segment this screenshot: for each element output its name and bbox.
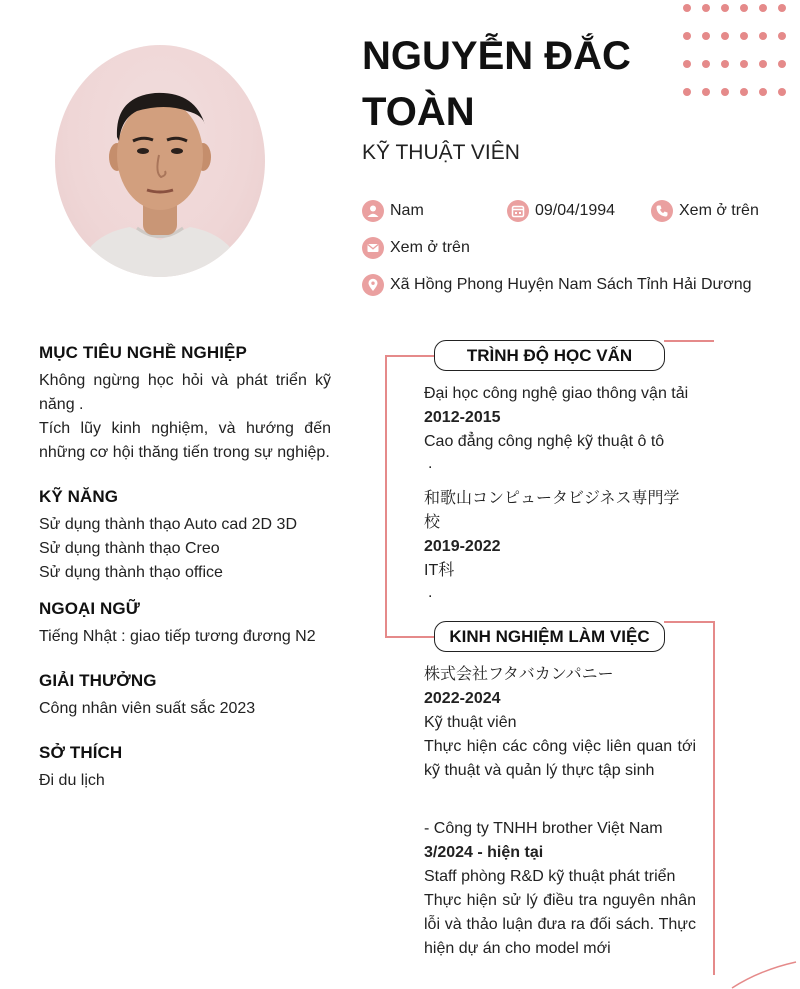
skills-heading: KỸ NĂNG <box>39 487 119 506</box>
objective-section <box>39 343 331 465</box>
hobbies-heading: SỞ THÍCH <box>39 743 123 762</box>
languages-heading: NGOẠI NGỮ <box>39 599 140 618</box>
decorative-dot <box>740 4 748 12</box>
experience-position: Kỹ thuật viên <box>424 714 517 731</box>
map-pin-icon <box>362 274 384 296</box>
calendar-icon <box>507 200 529 222</box>
decorative-curve <box>730 958 800 989</box>
awards-section <box>39 671 331 721</box>
hobbies-text: Đi du lịch <box>39 772 105 789</box>
contact-birthday <box>507 200 615 222</box>
phone-value: Xem ở trên <box>679 202 759 219</box>
gender-value: Nam <box>390 202 424 219</box>
decorative-dot <box>683 88 691 96</box>
experience-entry <box>424 817 696 961</box>
education-years: 2019-2022 <box>424 538 501 555</box>
decorative-dot <box>778 4 786 12</box>
awards-heading: GIẢI THƯỞNG <box>39 671 157 690</box>
contact-gender <box>362 200 424 222</box>
hobbies-section <box>39 743 331 793</box>
contact-address <box>362 274 752 296</box>
decorative-dot <box>759 4 767 12</box>
decorative-dot <box>759 32 767 40</box>
address-value: Xã Hồng Phong Huyện Nam Sách Tỉnh Hải Dương <box>390 276 752 293</box>
skills-section <box>39 487 331 585</box>
experience-heading: KINH NGHIỆM LÀM VIỆC <box>434 621 665 652</box>
experience-entry <box>424 663 696 783</box>
experience-period: 2022-2024 <box>424 690 501 707</box>
education-years: 2012-2015 <box>424 409 501 426</box>
decorative-dot <box>683 60 691 68</box>
experience-period: 3/2024 - hiện tại <box>424 844 544 861</box>
education-note: . <box>428 455 433 472</box>
user-icon <box>362 200 384 222</box>
phone-icon <box>651 200 673 222</box>
contact-email <box>362 237 470 259</box>
education-heading: TRÌNH ĐỘ HỌC VẤN <box>434 340 665 371</box>
decorative-dot <box>702 88 710 96</box>
decorative-dot <box>721 32 729 40</box>
objective-line-2: Tích lũy kinh nghiệm, và hướng đến những cơ hội thăng tiến trong sự nghiệp. <box>39 420 331 461</box>
education-note: . <box>428 584 433 601</box>
decorative-dot <box>778 88 786 96</box>
education-entry <box>424 382 696 474</box>
decorative-dot <box>721 60 729 68</box>
objective-heading: MỤC TIÊU NGHỀ NGHIỆP <box>39 343 247 362</box>
skill-item: Sử dụng thành thạo Auto cad 2D 3D <box>39 516 298 533</box>
decorative-dot <box>778 32 786 40</box>
experience-company: - Công ty TNHH brother Việt Nam <box>424 820 663 837</box>
education-major: IT科 <box>424 562 455 579</box>
decorative-dot-grid <box>679 0 800 100</box>
job-title: KỸ THUẬT VIÊN <box>362 141 520 164</box>
decorative-dot <box>740 60 748 68</box>
experience-description: Thực hiện các công việc liên quan tới kỹ thuật và quản lý thực tập sinh <box>424 738 696 779</box>
profile-photo <box>55 45 265 277</box>
objective-line-1: Không ngừng học hỏi và phát triển kỹ năng . <box>39 372 331 413</box>
birthday-value: 09/04/1994 <box>535 202 616 219</box>
education-school: 和歌山コンピュータビジネス専門学校 <box>424 490 680 531</box>
decorative-dot <box>721 4 729 12</box>
connector-line <box>713 621 715 975</box>
experience-position: Staff phòng R&D kỹ thuật phát triển <box>424 868 676 885</box>
education-entry <box>424 487 686 603</box>
connector-line <box>664 340 714 342</box>
awards-text: Công nhân viên suất sắc 2023 <box>39 700 256 717</box>
decorative-dot <box>778 60 786 68</box>
languages-section <box>39 599 331 649</box>
decorative-dot <box>702 32 710 40</box>
candidate-name: NGUYỄN ĐẮC TOÀN <box>362 34 631 134</box>
connector-line <box>664 621 714 623</box>
skill-item: Sử dụng thành thạo Creo <box>39 540 220 557</box>
experience-company: 株式会社フタバカンパニー <box>424 666 614 683</box>
connector-line <box>385 636 435 638</box>
decorative-dot <box>702 60 710 68</box>
contact-phone <box>651 200 759 222</box>
decorative-dot <box>721 88 729 96</box>
decorative-dot <box>683 32 691 40</box>
decorative-dot <box>740 32 748 40</box>
mail-icon <box>362 237 384 259</box>
education-school: Đại học công nghệ giao thông vận tải <box>424 385 689 402</box>
decorative-dot <box>702 4 710 12</box>
decorative-dot <box>759 60 767 68</box>
decorative-dot <box>683 4 691 12</box>
education-major: Cao đẳng công nghệ kỹ thuật ô tô <box>424 433 665 450</box>
decorative-dot <box>740 88 748 96</box>
connector-line <box>385 355 387 637</box>
connector-line <box>385 355 435 357</box>
experience-description: Thực hiện sử lý điều tra nguyên nhân lỗi và thảo luận đưa ra đối sách. Thực hiện dự án cho model mới <box>424 892 696 957</box>
decorative-dot <box>759 88 767 96</box>
skill-item: Sử dụng thành thạo office <box>39 564 223 581</box>
languages-text: Tiếng Nhật : giao tiếp tương đương N2 <box>39 628 316 645</box>
email-value: Xem ở trên <box>390 239 470 256</box>
